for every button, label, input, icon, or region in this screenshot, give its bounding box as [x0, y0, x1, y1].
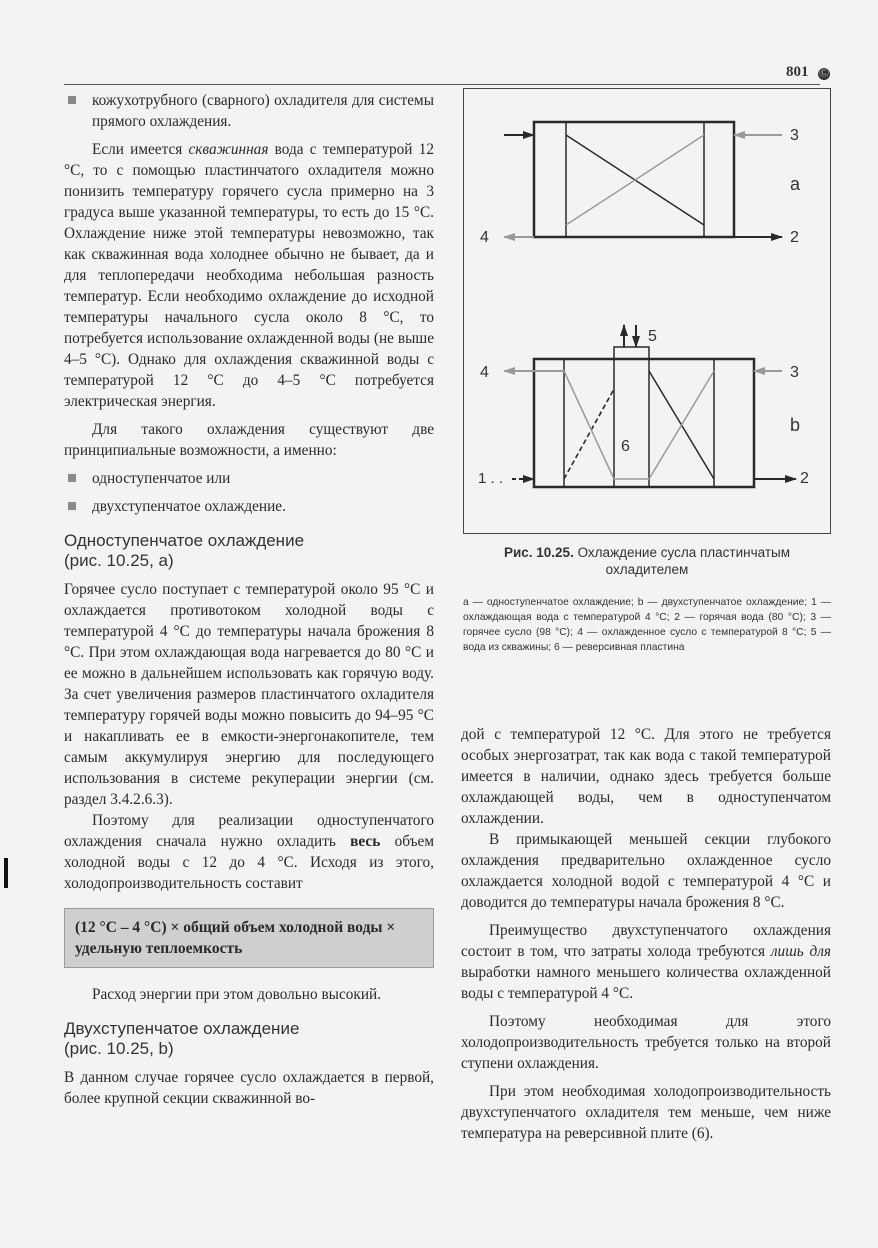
list-item: одноступенчатое или [64, 468, 434, 489]
label-6: 6 [621, 438, 630, 455]
flow-line-light [564, 371, 614, 479]
label-2: 2 [800, 470, 809, 487]
label-1: 1 . . [478, 470, 504, 487]
paragraph: В примыкающей меньшей секции глубокого охлаждения предварительно охлажденное сусло охлаждается холодной водой с температурой 4 °C и доводится до температуры начала брожения 8 °C. [461, 831, 831, 911]
diagram-a [480, 122, 801, 246]
paragraph: Для такого охлаждения существуют две принципиальные возможности, а именно: [64, 421, 434, 459]
page-marker-icon: Ⓒ [819, 68, 829, 79]
bullet-square-icon [68, 502, 76, 510]
right-column [461, 724, 831, 1144]
paragraph: дой с температурой 12 °C. Для этого не требуется особых энергозатрат, так как вода с такой температурой имеется в наличии, однако здесь требуется больше охлаждающей воды, чем в одноступенчатом охлаждении. [461, 726, 831, 827]
list-item: двухступенчатое охлаждение. [64, 496, 434, 517]
paragraph: Расход энергии при этом довольно высокий. [92, 986, 382, 1003]
figure-legend: а — одноступенчатое охлаждение; b — двухступенчатое охлаждение; 1 — охлаждающая вода с температурой 4 °C; 2 — горячая вода (80 °C); 3 — горячее сусло (98 °C); 4 — охлажденное сусло с температурой 8 °C; 5 — вода из скважины; 6 — реверсивная пластина [463, 597, 831, 653]
flow-line-dashed [564, 389, 614, 479]
bullet-text: кожухотрубного (сварного) охладителя для системы прямого охлаждения. [92, 92, 434, 130]
left-column [64, 90, 434, 1109]
paragraph: Если имеется скважинная вода с температурой 12 °C, то с помощью пластинчатого охладителя можно понизить температуру горячего сусла примерно на 3 градуса выше указанной температуры, то есть до 15 °C. Охлаждение ниже этой температуры невозможно, так как скважинная вода холоднее обычно не бывает, да и для теплопередачи необходима небольшая разность температур. Если необходимо охлаждение до исходной температуры начального сусла около 8 °C, то потребуется использование охлажденной воды (не выше 4–5 °C). Однако для охлаждения скважинной воды с температурой 12 °C до 4–5 °C потребуется электрическая энергия. [64, 141, 434, 410]
diagram-b [478, 325, 809, 487]
paragraph: Горячее сусло поступает с температурой около 95 °C и охлаждается противотоком холодной воды с температурой 4 °C до температуры начала брожения 8 °C. При этом охлаждающая вода нагревается до 80 °C и ее можно в дальнейшем использовать как горячую воду. За счет увеличения размеров пластинчатого охладителя температуру горячей воды можно повысить до 94–95 °C и накапливать ее в емкости-энергонакопителе, тем самым аккумулируя энергию для последующего использования в системе рекуперации энергии (см. раздел 3.4.2.6.3). [64, 581, 434, 808]
label-3: 3 [790, 127, 799, 144]
formula-box: (12 °C – 4 °C) × общий объем холодной воды × удельную теплоемкость [64, 908, 434, 968]
label-2: 2 [790, 229, 799, 246]
label-4: 4 [480, 229, 489, 246]
header-rule [64, 84, 820, 85]
paragraph: Поэтому для реализации одноступенчатого охлаждения сначала нужно охладить весь объем холодной воды с 12 до 4 °C. Исходя из этого, холодопроизводительность составит [64, 812, 434, 892]
paragraph: Поэтому необходимая для этого холодопроизводительность требуется только на второй ступени охлаждения. [461, 1013, 831, 1072]
heat-exchanger-diagram [464, 89, 832, 535]
label-5: 5 [648, 328, 657, 345]
binder-mark [4, 858, 8, 888]
section-heading: Одноступенчатое охлаждение (рис. 10.25, а) [64, 531, 305, 570]
bullet-square-icon [68, 474, 76, 482]
bullet-square-icon [68, 96, 76, 104]
label-3: 3 [790, 364, 799, 381]
page-number: 801 [786, 64, 809, 80]
figure-10-25 [463, 88, 831, 534]
figure-caption: Рис. 10.25. Охлаждение сусла пластинчатым охладителем [503, 545, 791, 577]
paragraph: Преимущество двухступенчатого охлаждения состоит в том, что затраты холода требуются лишь для выработки намного меньшего количества охлажденной воды с температурой 4 °C. [461, 922, 832, 1002]
list-item [64, 90, 434, 132]
label-b: b [790, 415, 801, 435]
paragraph: При этом необходимая холодопроизводительность двухступенчатого охладителя тем меньше, чем ниже температура на реверсивной плите (6). [461, 1083, 831, 1142]
label-4: 4 [480, 364, 489, 381]
section-heading: Двухступенчатое охлаждение (рис. 10.25, b) [64, 1019, 300, 1058]
paragraph: В данном случае горячее сусло охлаждается в первой, более крупной секции скважинной во- [64, 1069, 434, 1107]
port-bridge [614, 347, 649, 359]
label-a: a [790, 174, 801, 194]
